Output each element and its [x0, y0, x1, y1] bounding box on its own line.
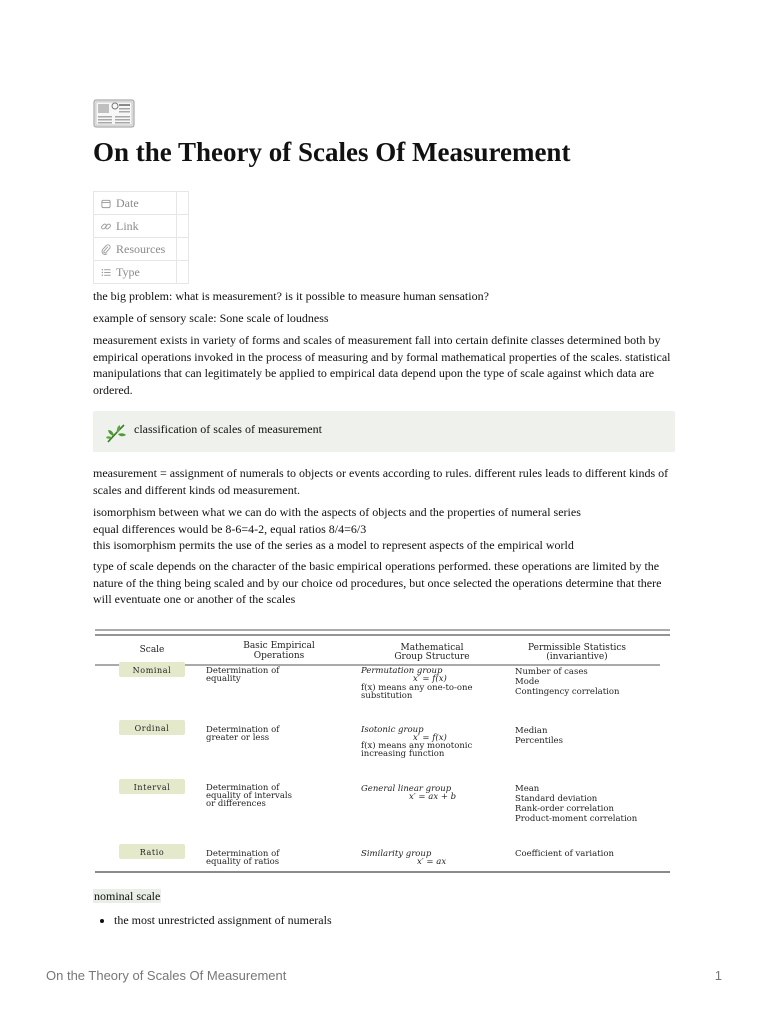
ops-line: greater or less — [206, 733, 270, 743]
property-row-link[interactable] — [94, 215, 189, 238]
ops-line: equality of intervals — [206, 791, 292, 801]
header-ops-2: Operations — [253, 651, 305, 661]
property-row-resources[interactable] — [94, 238, 189, 261]
property-label: Link — [116, 218, 139, 233]
stat-item: Rank-order correlation — [515, 804, 614, 814]
scale-name-nominal: Nominal — [132, 666, 172, 675]
header-stats-1: Permissible Statistics — [527, 643, 627, 653]
group-name: Permutation group — [361, 666, 443, 676]
group-name: General linear group — [361, 784, 452, 794]
stat-item: Standard deviation — [515, 794, 598, 804]
text-line: isomorphism between what we can do with the aspects of objects and the properties of numeral series — [93, 505, 581, 519]
math-note: f(x) means any monotonic — [361, 741, 473, 751]
stat-item: Mode — [515, 677, 540, 687]
list-icon — [100, 267, 112, 278]
calendar-icon — [100, 198, 112, 209]
property-value[interactable] — [177, 192, 189, 215]
group-name: Isotonic group — [361, 725, 424, 735]
header-stats-2: (invariantive) — [546, 652, 608, 662]
property-value[interactable] — [177, 261, 189, 284]
ops-line: or differences — [206, 799, 266, 809]
stat-item: Number of cases — [515, 667, 588, 677]
group-formula: x′ = ax + b — [409, 792, 457, 802]
paragraph-measurement-definition: measurement = assignment of numerals to objects or events according to rules. different rules leads to different kinds of scales and different kinds od measurement. — [93, 466, 669, 497]
header-ops-1: Basic Empirical — [243, 641, 315, 651]
header-scale: Scale — [139, 645, 165, 655]
group-formula: x′ = f(x) — [413, 733, 447, 743]
newspaper-icon — [93, 97, 135, 129]
callout-text: classification of scales of measurement — [134, 422, 322, 436]
math-note: increasing function — [361, 749, 445, 759]
scales-table-figure — [95, 624, 670, 876]
callout-block — [93, 411, 675, 452]
group-formula: x′ = ax — [417, 857, 447, 867]
property-label: Type — [116, 264, 140, 279]
text-line: equal differences would be 8-6=4-2, equal ratios 8/4=6/3 — [93, 521, 367, 536]
herb-icon — [105, 422, 127, 444]
scale-name-ordinal: Ordinal — [134, 724, 170, 733]
paragraph-measurement-forms: measurement exists in variety of forms and scales of measurement fall into certain definite classes determined both by empirical operations invoked in the process of measuring and by formal mathematical properties of the scales. statistical manipulations that can legitimately be applied to empirical data depend upon the type of scale against which data are ordered. — [93, 333, 671, 397]
footer-page-number: 1 — [714, 968, 722, 983]
stat-item: Median — [515, 726, 548, 736]
group-name: Similarity group — [361, 849, 432, 859]
stat-item: Mean — [515, 784, 540, 794]
property-label: Resources — [116, 241, 166, 256]
ops-line: Determination of — [206, 725, 280, 735]
group-formula: x′ = f(x) — [413, 674, 447, 684]
highlighted-heading — [93, 888, 675, 905]
ops-line: Determination of — [206, 666, 280, 676]
stat-item: Percentiles — [515, 736, 563, 746]
bullet-list — [93, 912, 674, 928]
header-math-1: Mathematical — [400, 643, 464, 653]
property-value[interactable] — [177, 215, 189, 238]
math-note: f(x) means any one-to-one — [361, 683, 473, 693]
stat-item: Coefficient of variation — [515, 849, 614, 859]
paragraph-isomorphism — [93, 504, 675, 554]
ops-line: equality — [206, 674, 241, 684]
scale-name-ratio: Ratio — [139, 848, 165, 857]
stat-item: Contingency correlation — [515, 687, 620, 697]
header-math-2: Group Structure — [394, 652, 470, 662]
paragraph-big-problem: the big problem: what is measurement? is it possible to measure human sensation? — [93, 289, 489, 303]
paragraph-sensory-scale: example of sensory scale: Sone scale of loudness — [93, 311, 329, 325]
property-value[interactable] — [177, 238, 189, 261]
stat-item: Product-moment correlation — [515, 814, 638, 824]
property-row-date[interactable] — [94, 192, 189, 215]
footer-title: On the Theory of Scales Of Measurement — [46, 968, 287, 983]
link-icon — [100, 221, 112, 232]
ops-line: equality of ratios — [206, 857, 280, 867]
page-title: On the Theory of Scales Of Measurement — [93, 137, 571, 167]
paperclip-icon — [100, 244, 112, 255]
text-line: this isomorphism permits the use of the series as a model to represent aspects of the empirical world — [93, 538, 574, 553]
properties-table — [93, 191, 189, 284]
highlight-nominal-scale: nominal scale — [94, 889, 161, 903]
scale-name-interval: Interval — [133, 783, 171, 792]
property-label: Date — [116, 195, 139, 210]
ops-line: Determination of — [206, 783, 280, 793]
paragraph-type-of-scale: type of scale depends on the character of the basic empirical operations performed. these operations are limited by the nature of the thing being scaled and by our choice od procedures, but once selected the operations determine that there will eventuate one or another of the scales — [93, 559, 662, 607]
math-note: substitution — [361, 691, 413, 701]
property-row-type[interactable] — [94, 261, 189, 284]
ops-line: Determination of — [206, 849, 280, 859]
list-item: • the most unrestricted assignment of numerals — [114, 912, 674, 928]
